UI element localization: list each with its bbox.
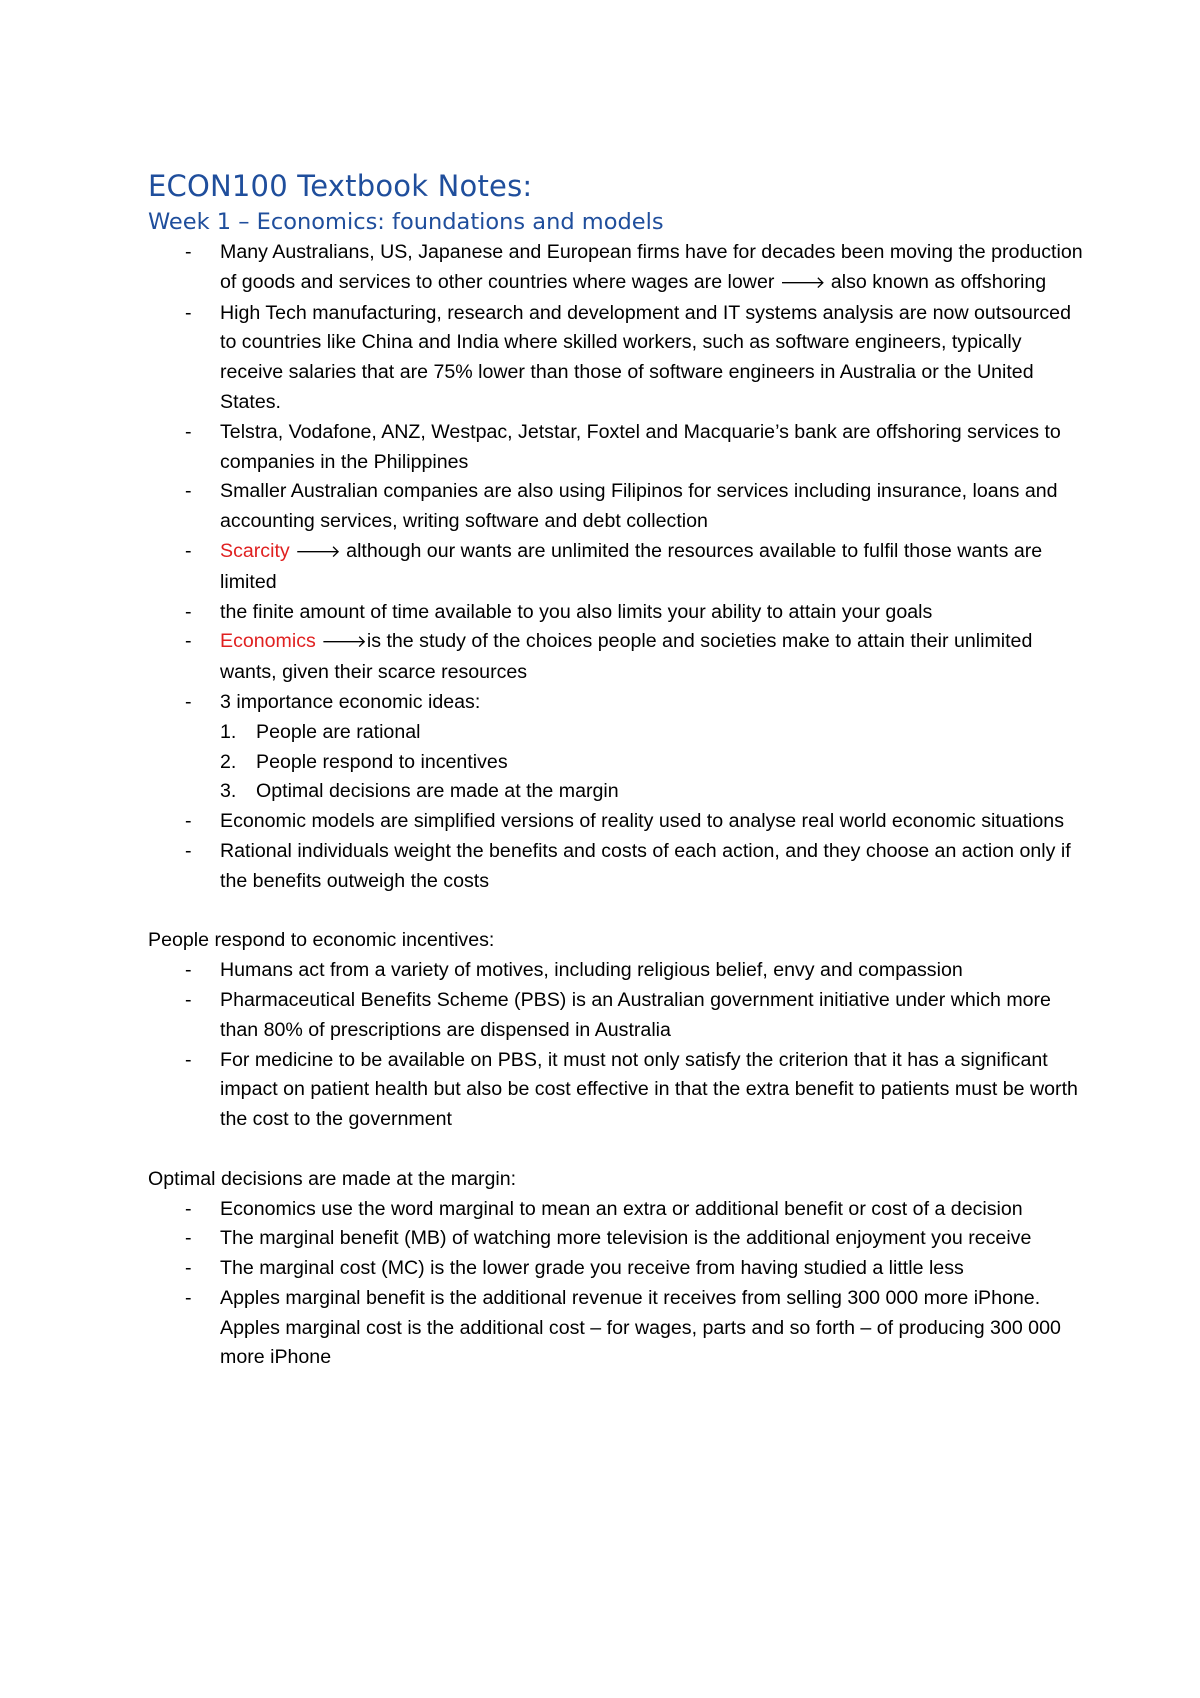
bullet-dash: - [185,1257,192,1280]
bullet-dash: - [185,1197,192,1220]
item-text: Optimal decisions are made at the margin [256,780,619,803]
bullet-text: Humans act from a variety of motives, including religious belief, envy and compassion [220,959,963,982]
bullet-dash: - [185,480,192,503]
list-item [148,477,1088,537]
list-item [148,299,1088,418]
bullet-dash: - [185,1048,192,1071]
bullet-text: Smaller Australian companies are also using Filipinos for services including insurance, loans and accounting services, writing software and debt collection [220,480,1058,533]
list-item [148,598,1088,628]
numbered-item [220,718,1088,748]
numbered-item [220,777,1088,807]
bullet-text: although our wants are unlimited the resources available to fulfil those wants are limited [220,539,1043,593]
bullet-dash: - [185,810,192,833]
document-page [148,166,1088,1373]
list-item [148,418,1088,478]
bullet-dash: - [185,1286,192,1309]
bullet-dash: - [185,959,192,982]
week1-bullet-list [148,238,1088,897]
term-scarcity: Scarcity [220,539,290,562]
bullet-text: Pharmaceutical Benefits Scheme (PBS) is an Australian government initiative under which more than 80% of prescriptions are dispensed in Australia [220,988,1051,1041]
bullet-text: The marginal cost (MC) is the lower grade you receive from having studied a little less [220,1257,964,1280]
item-number: 1. [220,720,237,743]
bullet-dash: - [185,988,192,1011]
item-number: 3. [220,780,237,803]
bullet-dash: - [185,600,192,623]
bullet-text: Rational individuals weight the benefits and costs of each action, and they choose an action only if the benefits outweigh the costs [220,839,1071,892]
bullet-text: the finite amount of time available to you also limits your ability to attain your goals [220,600,933,623]
bullet-dash: - [185,839,192,862]
arrow-icon: 🡒 [295,541,341,562]
list-item [148,627,1088,688]
item-text: People are rational [256,720,421,743]
list-item [148,807,1088,837]
bullet-dash: - [185,539,192,562]
bullet-dash: - [185,420,192,443]
bullet-text: 3 importance economic ideas: [220,690,481,713]
numbered-item [220,748,1088,778]
list-item [148,986,1088,1046]
list-item [148,1195,1088,1225]
list-item [148,1224,1088,1254]
list-item [148,238,1088,299]
bullet-dash: - [185,690,192,713]
bullet-dash: - [185,241,192,263]
bullet-dash: - [185,301,192,324]
arrow-icon: 🡒 [779,272,826,293]
list-item [148,837,1088,897]
margin-heading: Optimal decisions are made at the margin: [148,1167,517,1190]
bullet-text: also known as offshoring [825,270,1047,293]
bullet-text: High Tech manufacturing, research and development and IT systems analysis are now outsourced to countries like China and India where skilled workers, such as software engineers, typically receive salaries that are 75% lower than those of software engineers in Australia or the United States. [220,301,1071,413]
list-item [148,1284,1088,1373]
economic-ideas-list [220,718,1088,807]
item-number: 2. [220,750,237,773]
incentives-bullet-list [148,956,1088,1135]
bullet-dash: - [185,630,192,653]
bullet-text: Telstra, Vodafone, ANZ, Westpac, Jetstar, Foxtel and Macquarie’s bank are offshoring services to companies in the Philippines [220,420,1061,473]
document-title: ECON100 Textbook Notes: [148,169,533,203]
bullet-text: For medicine to be available on PBS, it must not only satisfy the criterion that it has a significant impact on patient health but also be cost effective in that the extra benefit to patients must be worth the cost to the government [220,1048,1078,1131]
bullet-text: Many Australians, US, Japanese and European firms have for decades been moving the production of goods and services to other countries where wages are lower [220,241,1083,293]
list-item [148,1046,1088,1135]
list-item [148,537,1088,598]
bullet-text: Apples marginal benefit is the additional revenue it receives from selling 300 000 more iPhone. Apples marginal cost is the additional cost – for wages, parts and so forth – of producing 300 000 more iPhone [220,1286,1061,1369]
list-item [148,688,1088,807]
list-item [148,956,1088,986]
incentives-heading: People respond to economic incentives: [148,929,495,952]
item-text: People respond to incentives [256,750,508,773]
bullet-text: is the study of the choices people and societies make to attain their unlimited wants, given their scarce resources [220,630,1033,684]
bullet-text: Economic models are simplified versions of reality used to analyse real world economic situations [220,810,1065,833]
bullet-dash: - [185,1227,192,1250]
list-item [148,1254,1088,1284]
term-economics: Economics [220,630,316,653]
bullet-text: The marginal benefit (MB) of watching more television is the additional enjoyment you receive [220,1227,1032,1250]
arrow-icon: 🡒 [321,632,367,653]
margin-bullet-list [148,1195,1088,1374]
week-heading: Week 1 – Economics: foundations and models [148,209,664,235]
bullet-text: Economics use the word marginal to mean an extra or additional benefit or cost of a decision [220,1197,1023,1220]
